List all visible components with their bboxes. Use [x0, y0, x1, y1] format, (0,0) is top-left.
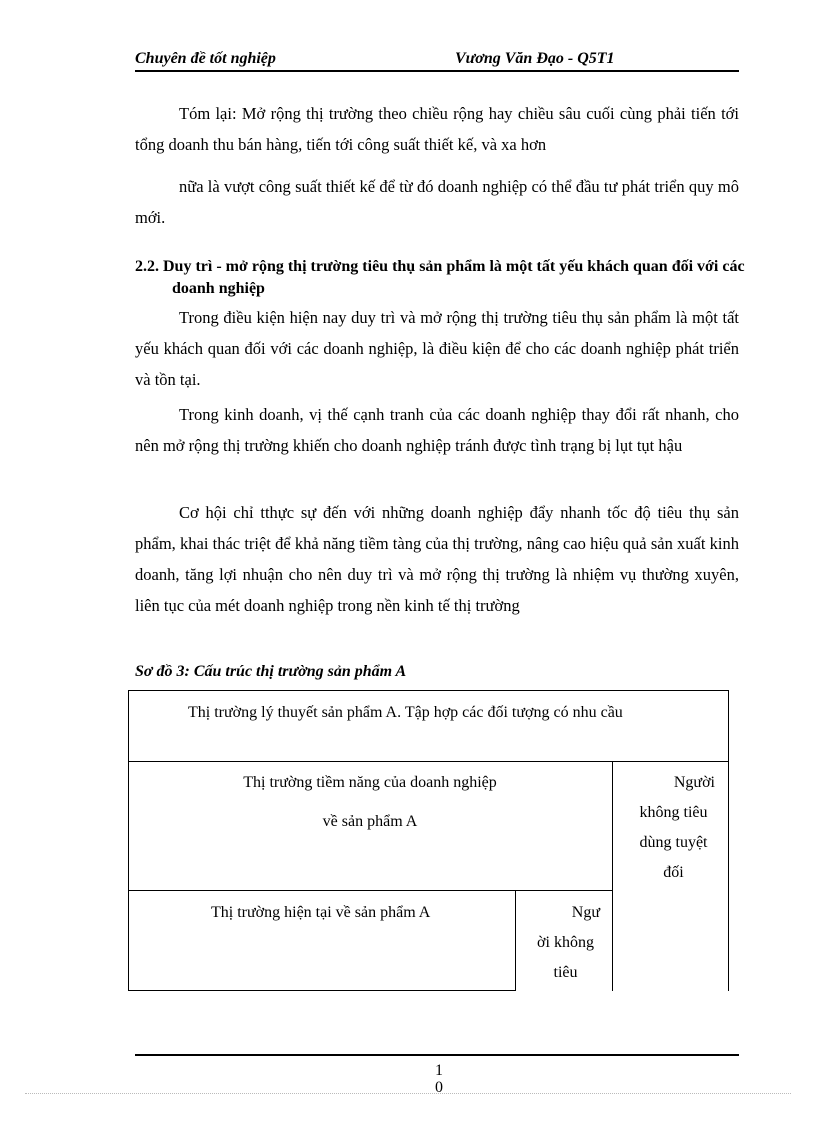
absolute-nonuser-line-2: không tiêu	[639, 804, 708, 821]
absolute-nonuser-line-1: Người	[673, 774, 715, 791]
page-number-digit-1: 1	[435, 1062, 443, 1079]
potential-divider	[128, 890, 612, 891]
page-bottom-dotted-line	[25, 1093, 791, 1094]
potential-market-label-2: về sản phẩm A	[322, 813, 418, 830]
potential-market-label-1: Thị trường tiềm năng của doanh nghiệp	[243, 774, 497, 791]
footer-rule	[135, 1054, 739, 1056]
paragraph-opportunity: Cơ hội chỉ tthực sự đến với những doanh nghiệp đẩy nhanh tốc độ tiêu thụ sản phẩm, khai thác triệt để khả năng tiềm tàng của thị trường, nâng cao hiệu quả sản xuất kinh doanh, tăng lợi nhuận cho nên duy trì và mở rộng thị trường là nhiệm vụ thường xuyên, liên tục của mét doanh nghiệp trong nền kinh tế thị trường	[135, 503, 739, 615]
relative-nonuser-line-1: Ngư	[571, 904, 600, 921]
current-market-label: Thị trường hiện tại về sản phẩm A	[211, 904, 431, 921]
header-rule	[135, 70, 739, 72]
relative-nonuser-line-3: tiêu	[553, 964, 578, 981]
current-market-bottom	[128, 990, 516, 991]
paragraph-summary: Tóm lại: Mở rộng thị trường theo chiều rộng hay chiều sâu cuối cùng phải tiến tới tổng doanh thu bán hàng, tiến tới công suất thiết kế, và xa hơn	[135, 104, 739, 154]
section-heading-2-2: 2.2. Duy trì - mở rộng thị trường tiêu thụ sản phẩm là một tất yếu khách quan đối với các doanh nghiệp	[135, 258, 745, 297]
header-chapter-title: Chuyên đề tốt nghiệp	[135, 50, 276, 67]
absolute-nonuser-line-3: dùng tuyệt	[639, 834, 708, 851]
relative-nonuser-line-2: ời không	[537, 934, 594, 951]
header-author: Vương Văn Đạo - Q5T1	[455, 50, 615, 67]
paragraph-competition: Trong kinh doanh, vị thế cạnh tranh của các doanh nghiệp thay đổi rất nhanh, cho nên mở rộng thị trường khiến cho doanh nghiệp tránh được tình trạng bị lụt tụt hậu	[135, 405, 739, 455]
page-number	[427, 1062, 451, 1096]
paragraph-conditions: Trong điều kiện hiện nay duy trì và mở rộng thị trường tiêu thụ sản phẩm là một tất yếu khách quan đối với các doanh nghiệp, là điều kiện để cho các doanh nghiệp phát triển và tồn tại.	[135, 308, 739, 389]
absolute-nonuser-line-4: đối	[663, 864, 684, 881]
theoretical-market-label: Thị trường lý thuyết sản phẩm A. Tập hợp các đối tượng có nhu cầu	[188, 704, 623, 721]
theoretical-divider	[128, 761, 729, 762]
diagram-caption: Sơ đồ 3: Cấu trúc thị trường sản phẩm A	[135, 663, 407, 680]
paragraph-summary-continued: nữa là vượt công suất thiết kế để từ đó doanh nghiệp có thể đầu tư phát triển quy mô mới.	[135, 177, 739, 227]
page-number-digit-2: 0	[435, 1079, 443, 1096]
